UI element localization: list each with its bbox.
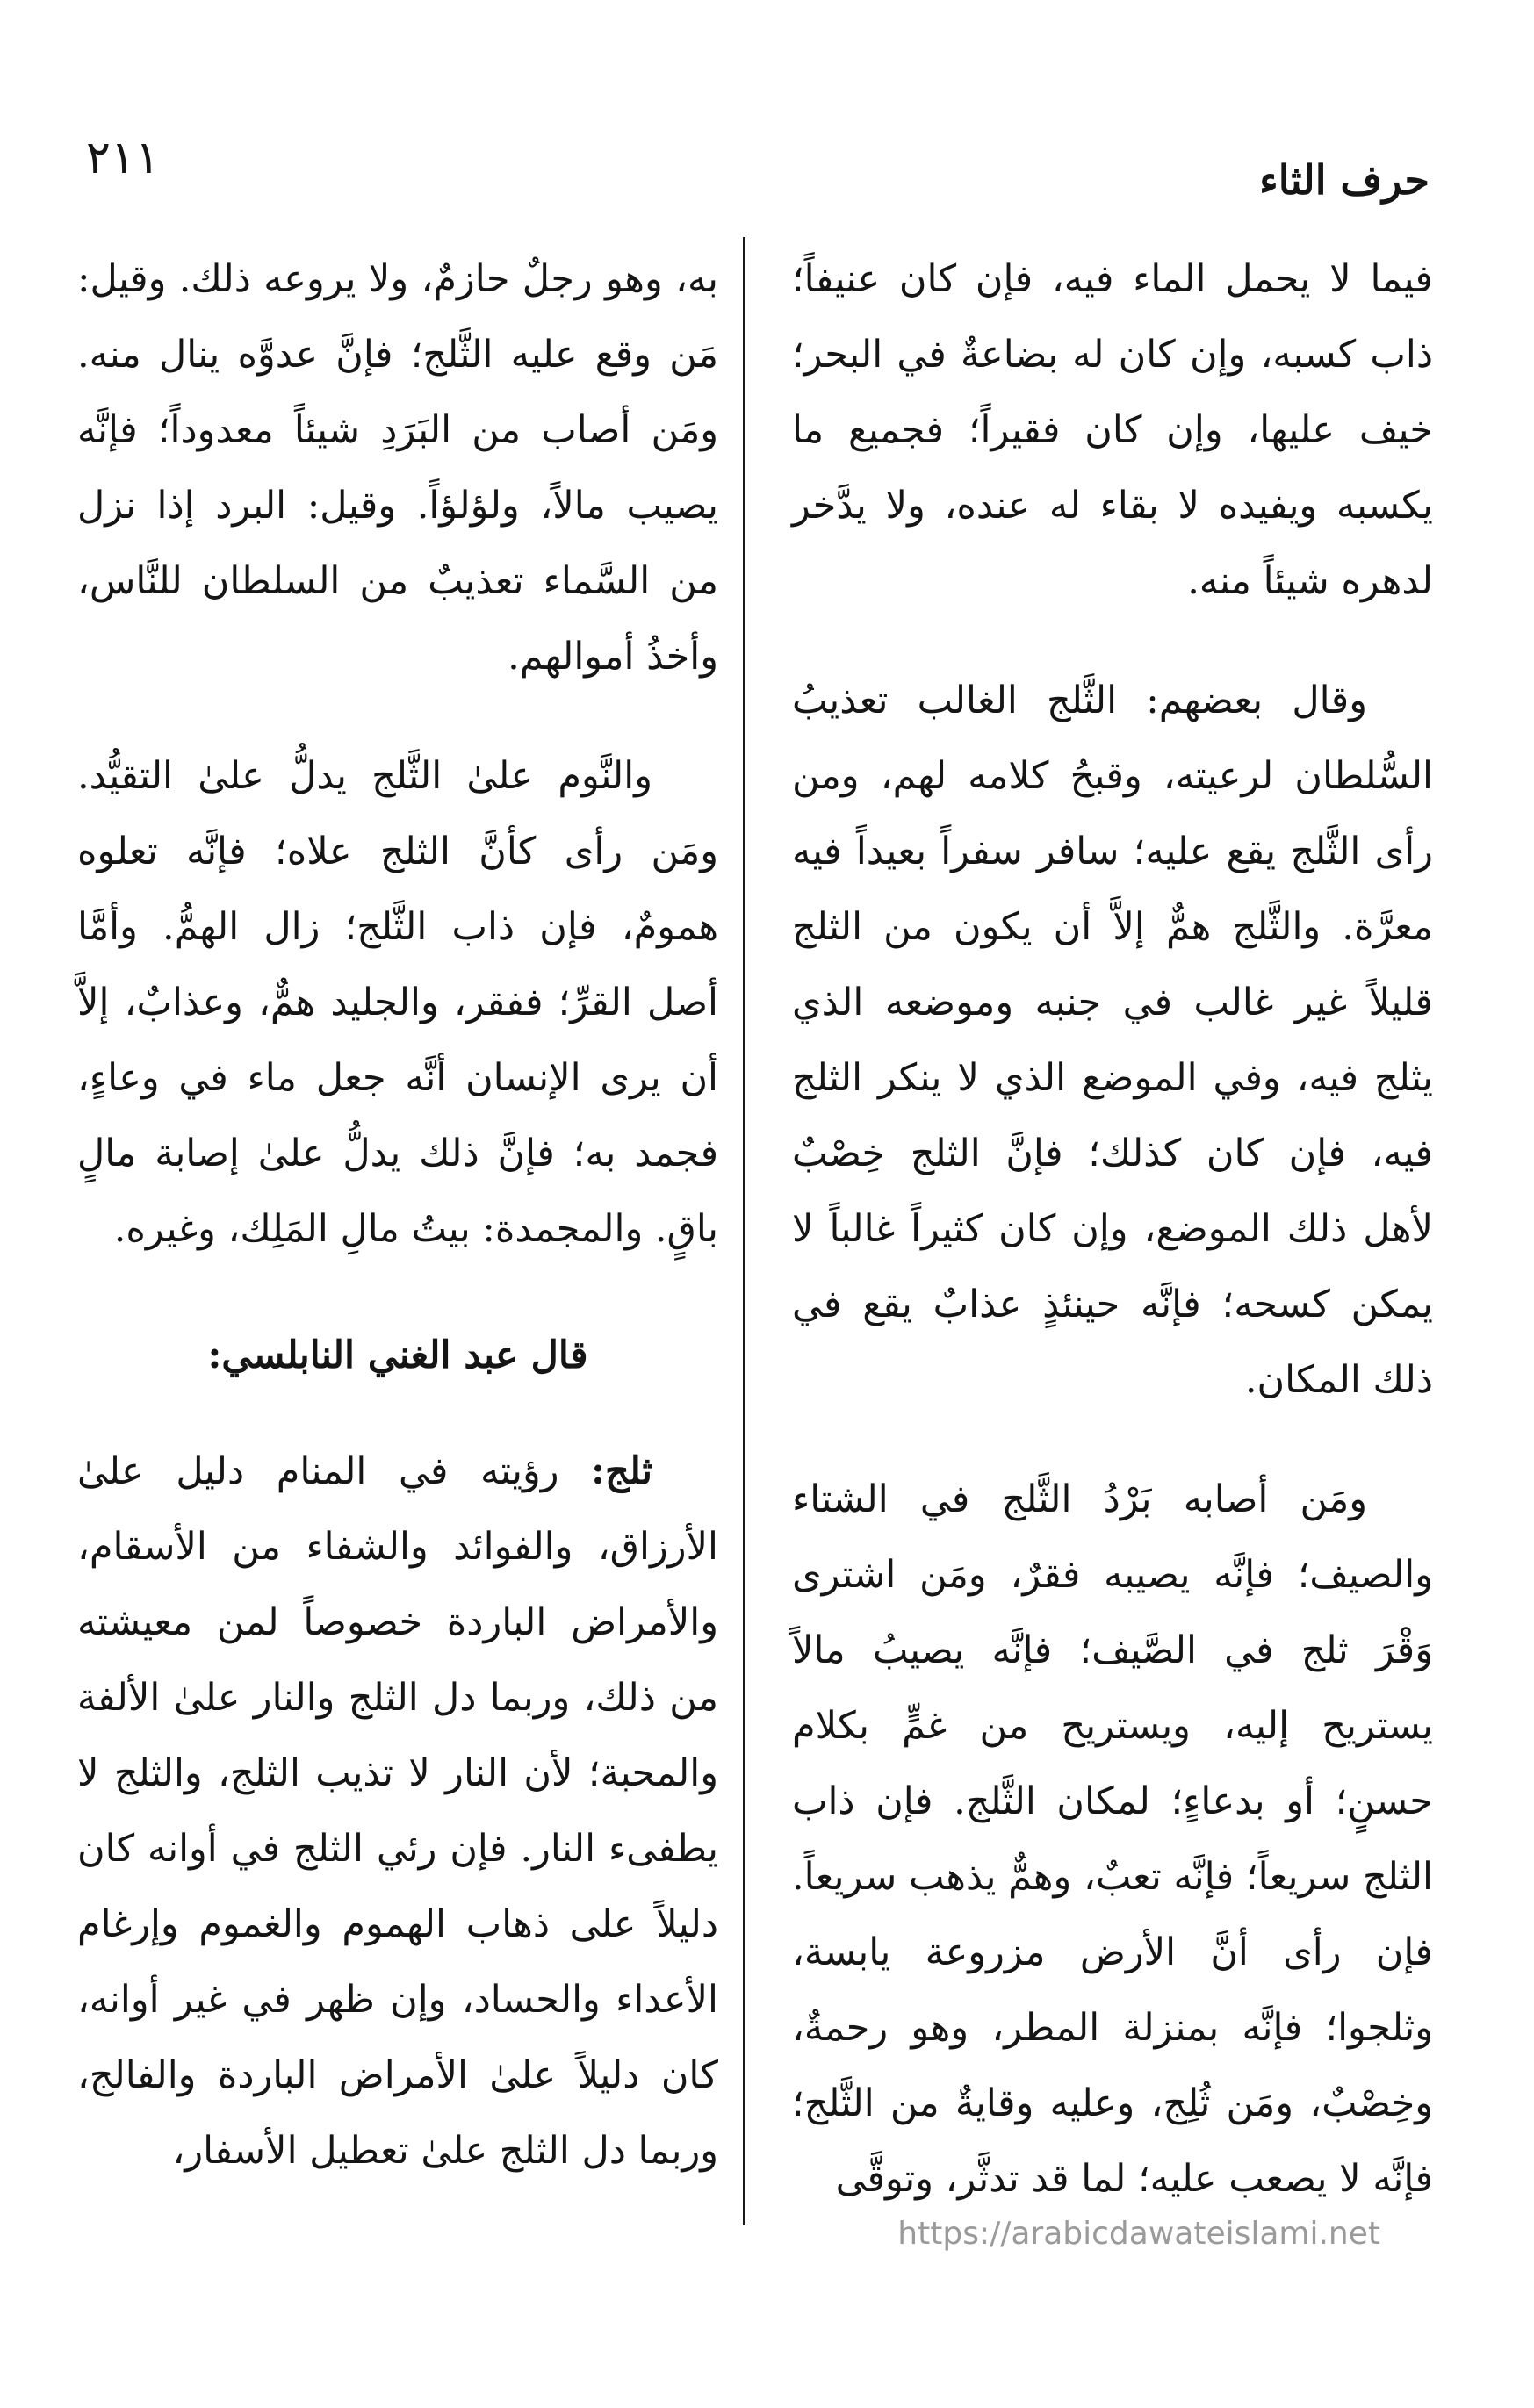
right-paragraph-1: فيما لا يحمل الماء فيه، فإن كان عنيفاً؛ ذاب كسبه، وإن كان له بضاعةٌ في البحر؛ خيف عليها، وإن كان فقيراً؛ فجميع ما يكسبه ويفيده لا بقاء له عنده، ولا يدَّخر لدهره شيئاً منه. [792,257,1433,603]
left-column [77,241,718,2189]
right-column [792,241,1433,2217]
section-heading: قال عبد الغني النابلسي: [207,1333,588,1377]
page-number: ٢١١ [86,132,160,184]
page-header [77,132,1430,211]
entry-text: رؤيته في المنام دليل علىٰ الأرزاق، والفوائد والشفاء من الأسقام، والأمراض الباردة خصوصاً لمن معيشته من ذلك، وربما دل الثلج والنار علىٰ الألفة والمحبة؛ لأن النار لا تذيب الثلج، والثلج لا يطفىء النار. فإن رئي الثلج في أوانه كان دليلاً على ذهاب الهموم والغموم وإرغام الأعداء والحساد، وإن ظهر في غير أوانه، كان دليلاً علىٰ الأمراض الباردة والفالج، وربما دل الثلج علىٰ تعطيل الأسفار، [77,1449,718,2173]
left-paragraph-1: به، وهو رجلٌ حازمٌ، ولا يروعه ذلك. وقيل: مَن وقع عليه الثَّلج؛ فإنَّ عدوَّه ينال منه. ومَن أصاب من البَرَدِ شيئاً معدوداً؛ فإنَّه يصيب مالاً، ولؤلؤاً. وقيل: البرد إذا نزل من السَّماء تعذيبٌ من السلطان للنَّاس، وأخذُ أموالهم. [77,257,718,679]
right-paragraph-3: ومَن أصابه بَرْدُ الثَّلج في الشتاء والصيف؛ فإنَّه يصيبه فقرٌ، ومَن اشترى وَقْرَ ثلج في الصَّيف؛ فإنَّه يصيبُ مالاً يستريح إليه، ويستريح من غمٍّ بكلام حسنٍ؛ أو بدعاءٍ؛ لمكان الثَّلج. فإن ذاب الثلج سريعاً؛ فإنَّه تعبٌ، وهمٌّ يذهب سريعاً. فإن رأى أنَّ الأرض مزروعة يابسة، وثلجوا؛ فإنَّه بمنزلة المطر، وهو رحمةٌ، وخِصْبٌ، ومَن ثُلِج، وعليه وقايةٌ من الثَّلج؛ فإنَّه لا يصعب عليه؛ لما قد تدثَّر، وتوقَّى [792,1477,1433,2201]
watermark-url: https://arabicdawateislami.net [897,2216,1380,2252]
left-paragraph-3 [77,1434,718,2189]
column-divider [743,237,745,2225]
running-title: حرف الثاء [1259,156,1430,204]
entry-term: ثلج: [591,1449,652,1493]
right-paragraph-2: وقال بعضهم: الثَّلج الغالب تعذيبُ السُّلطان لرعيته، وقبحُ كلامه لهم، ومن رأى الثَّلج يقع عليه؛ سافر سفراً بعيداً فيه معرَّة. والثَّلج همٌّ إلاَّ أن يكون من الثلج قليلاً غير غالب في جنبه وموضعه الذي يثلج فيه، وفي الموضع الذي لا ينكر الثلج فيه، فإن كان كذلك؛ فإنَّ الثلج خِصْبٌ لأهل ذلك الموضع، وإن كان كثيراً غالباً لا يمكن كسحه؛ فإنَّه حينئذٍ عذابٌ يقع في ذلك المكان. [792,679,1433,1402]
left-paragraph-2: والنَّوم علىٰ الثَّلج يدلُّ علىٰ التقيُّد. ومَن رأى كأنَّ الثلج علاه؛ فإنَّه تعلوه همومٌ، فإن ذاب الثَّلج؛ زال الهمُّ. وأمَّا أصل القرِّ؛ ففقر، والجليد همٌّ، وعذابٌ، إلاَّ أن يرى الإنسان أنَّه جعل ماء في وعاءٍ، فجمد به؛ فإنَّ ذلك يدلُّ علىٰ إصابة مالٍ باقٍ. والمجمدة: بيتُ مالِ المَلِك، وغيره. [77,754,718,1251]
